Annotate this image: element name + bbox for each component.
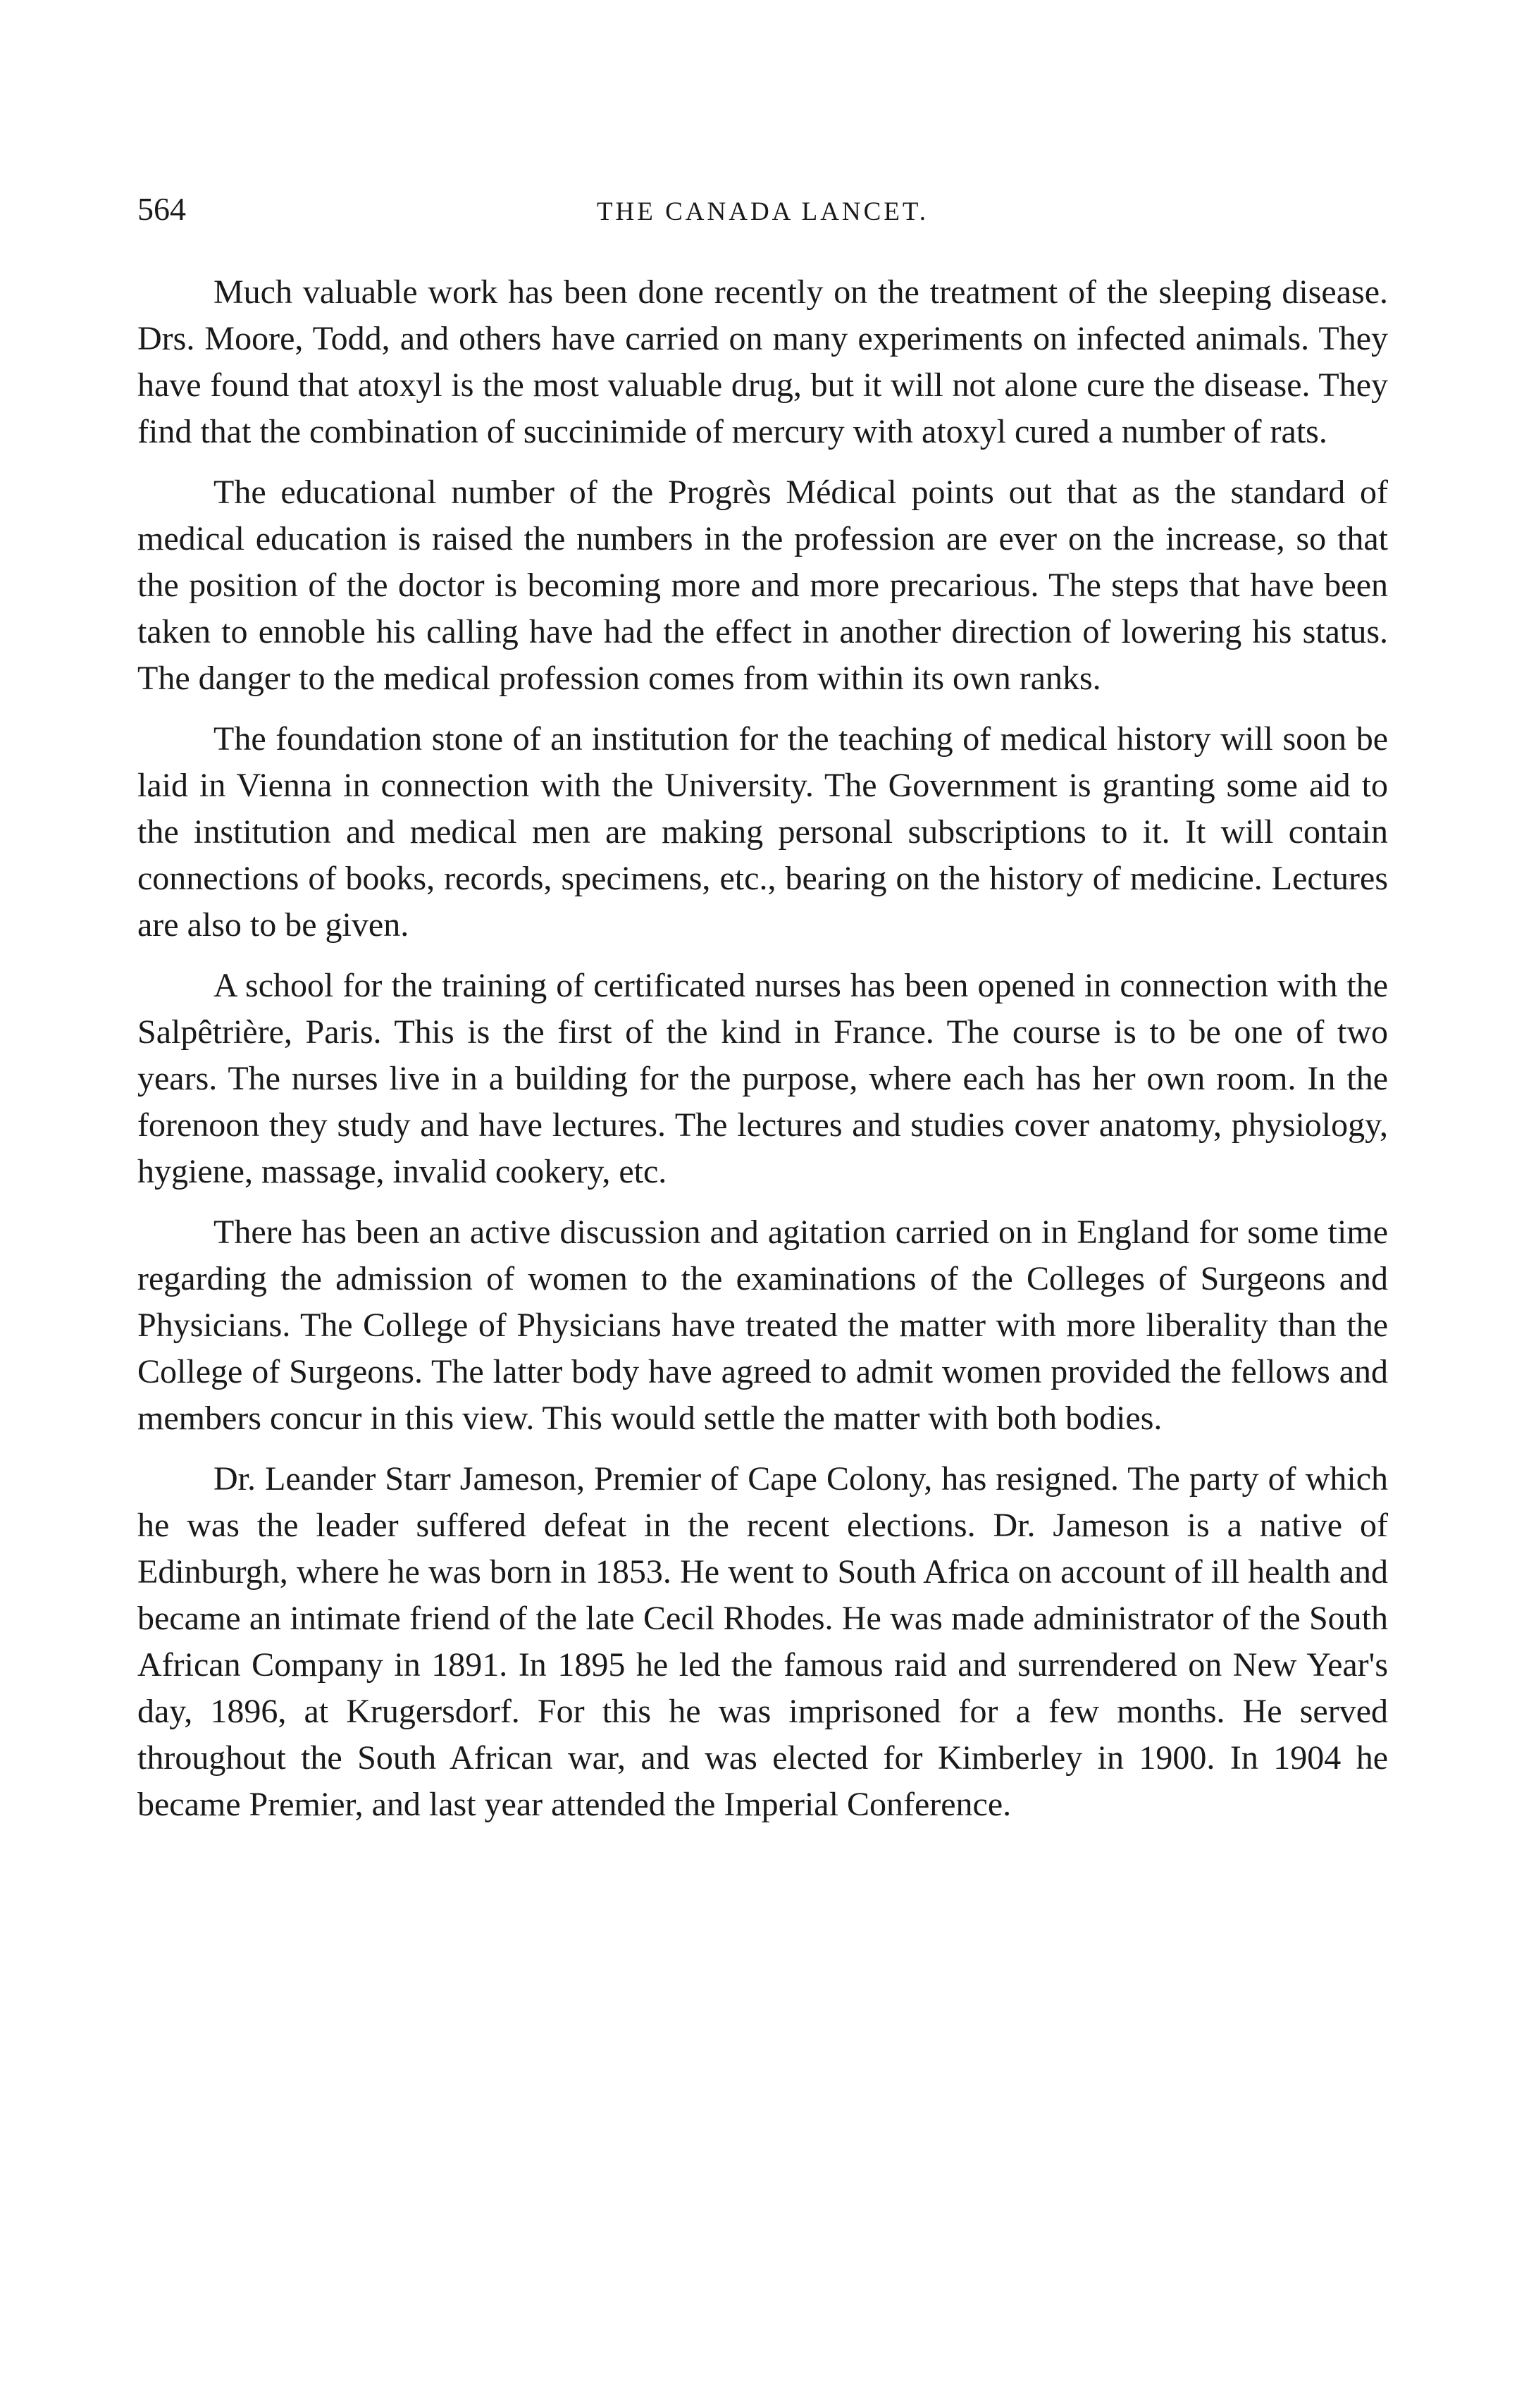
paragraph-jameson: Dr. Leander Starr Jameson, Premier of Cape Colony, has resigned. The party of which he was the leader suffered defeat in the recent elections. Dr. Jameson is a native of Edinburgh, where he was born in 1853. He went to South Africa on account of ill health and became an intimate friend of the late Cecil Rhodes. He was made administrator of the South African Company in 1891. In 1895 he led the famous raid and surrendered on New Year's day, 1896, at Krugersdorf. For this he was imprisoned for a few months. He served throughout the South African war, and was elected for Kimberley in 1900. In 1904 he became Premier, and last year attended the Imperial Conference. (137, 1460, 1388, 1823)
document-page (137, 190, 1388, 1842)
paragraph-women-examinations: There has been an active discussion and agitation carried on in England for some time regarding the admission of women to the examinations of the Colleges of Surgeons and Physicians. The College of Physicians have treated the matter with more liberality than the College of Surgeons. The latter body have agreed to admit women provided the fellows and members concur in this view. This would settle the matter with both bodies. (137, 1214, 1388, 1437)
paragraph-medical-history-institution: The foundation stone of an institution for the teaching of medical history will soon be laid in Vienna in connection with the University. The Government is granting some aid to the institution and medical men are making personal subscriptions to it. It will contain connections of books, records, specimens, etc., bearing on the history of medicine. Lectures are also to be given. (137, 720, 1388, 944)
paragraph-sleeping-disease: Much valuable work has been done recently on the treatment of the sleeping disease. Drs. Moore, Todd, and others have carried on many experiments on infected animals. They have found that atoxyl is the most valuable drug, but it will not alone cure the disease. They find that the combination of succinimide of mercury with atoxyl cured a number of rats. (137, 273, 1388, 450)
paragraph-progres-medical: The educational number of the Progrès Médical points out that as the standard of medical education is raised the numbers in the profession are ever on the increase, so that the position of the doctor is becoming more and more precarious. The steps that have been taken to ennoble his calling have had the effect in another direction of lowering his status. The danger to the medical profession comes from within its own ranks. (137, 474, 1388, 697)
paragraph-nursing-school: A school for the training of certificated nurses has been opened in connection with the Salpêtrière, Paris. This is the first of the kind in France. The course is to be one of two years. The nurses live in a building for the purpose, where each has her own room. In the forenoon they study and have lectures. The lectures and studies cover anatomy, physiology, hygiene, massage, invalid cookery, etc. (137, 967, 1388, 1190)
running-head (137, 190, 1388, 233)
page-number: 564 (137, 191, 186, 227)
journal-title: THE CANADA LANCET. (596, 197, 929, 226)
